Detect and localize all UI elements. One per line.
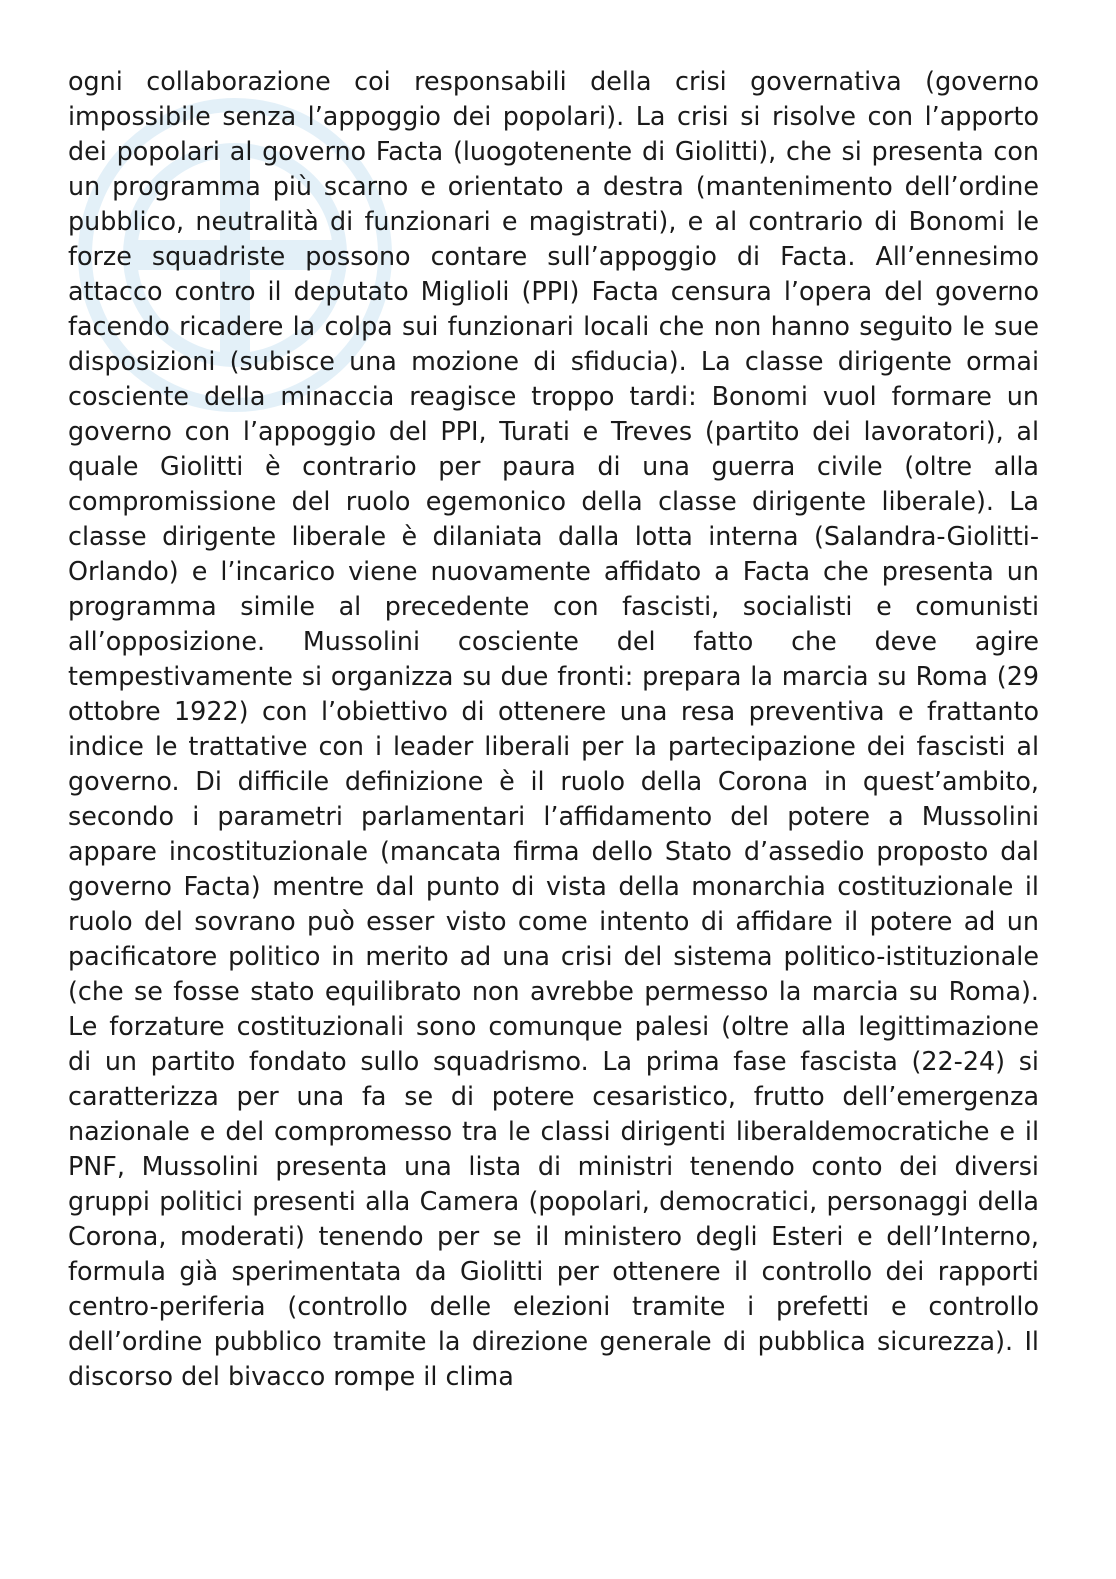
document-body	[68, 64, 1039, 1394]
body-paragraph: ogni collaborazione coi responsabili della crisi governativa (governo impossibile senza l’appoggio dei popolari). La crisi si risolve con l’apporto dei popolari al governo Facta (luogotenente di Giolitti), che si presenta con un programma più scarno e orientato a destra (mantenimento dell’ordine pubblico, neutralità di funzionari e magistrati), e al contrario di Bonomi le forze squadriste possono contare sull’appoggio di Facta. All’ennesimo attacco contro il deputato Miglioli (PPI) Facta censura l’opera del governo facendo ricadere la colpa sui funzionari locali che non hanno seguito le sue disposizioni (subisce una mozione di sfiducia). La classe dirigente ormai cosciente della minaccia reagisce troppo tardi: Bonomi vuol formare un governo con l’appoggio del PPI, Turati e Treves (partito dei lavoratori), al quale Giolitti è contrario per paura di una guerra civile (oltre alla compromissione del ruolo egemonico della classe dirigente liberale). La classe dirigente liberale è dilaniata dalla lotta interna (Salandra-Giolitti-Orlando) e l’incarico viene nuovamente affidato a Facta che presenta un programma simile al precedente con fascisti, socialisti e comunisti all’opposizione. Mussolini cosciente del fatto che deve agire tempestivamente si organizza su due fronti: prepara la marcia su Roma (29 ottobre 1922) con l’obiettivo di ottenere una resa preventiva e frattanto indice le trattative con i leader liberali per la partecipazione dei fascisti al governo. Di difficile definizione è il ruolo della Corona in quest’ambito, secondo i parametri parlamentari l’affidamento del potere a Mussolini appare incostituzionale (mancata firma dello Stato d’assedio proposto dal governo Facta) mentre dal punto di vista della monarchia costituzionale il ruolo del sovrano può esser visto come intento di affidare il potere ad un pacificatore politico in merito ad una crisi del sistema politico-istituzionale (che se fosse stato equilibrato non avrebbe permesso la marcia su Roma). Le forzature costituzionali sono comunque palesi (oltre alla legittimazione di un partito fondato sullo squadrismo. La prima fase fascista (22-24) si caratterizza per una fa se di potere cesaristico, frutto dell’emergenza nazionale e del compromesso tra le classi dirigenti liberaldemocratiche e il PNF, Mussolini presenta una lista di ministri tenendo conto dei diversi gruppi politici presenti alla Camera (popolari, democratici, personaggi della Corona, moderati) tenendo per se il ministero degli Esteri e dell’Interno, formula già sperimentata da Giolitti per ottenere il controllo dei rapporti centro-periferia (controllo delle elezioni tramite i prefetti e controllo dell’ordine pubblico tramite la direzione generale di pubblica sicurezza). Il discorso del bivacco rompe il clima	[68, 66, 1039, 1391]
